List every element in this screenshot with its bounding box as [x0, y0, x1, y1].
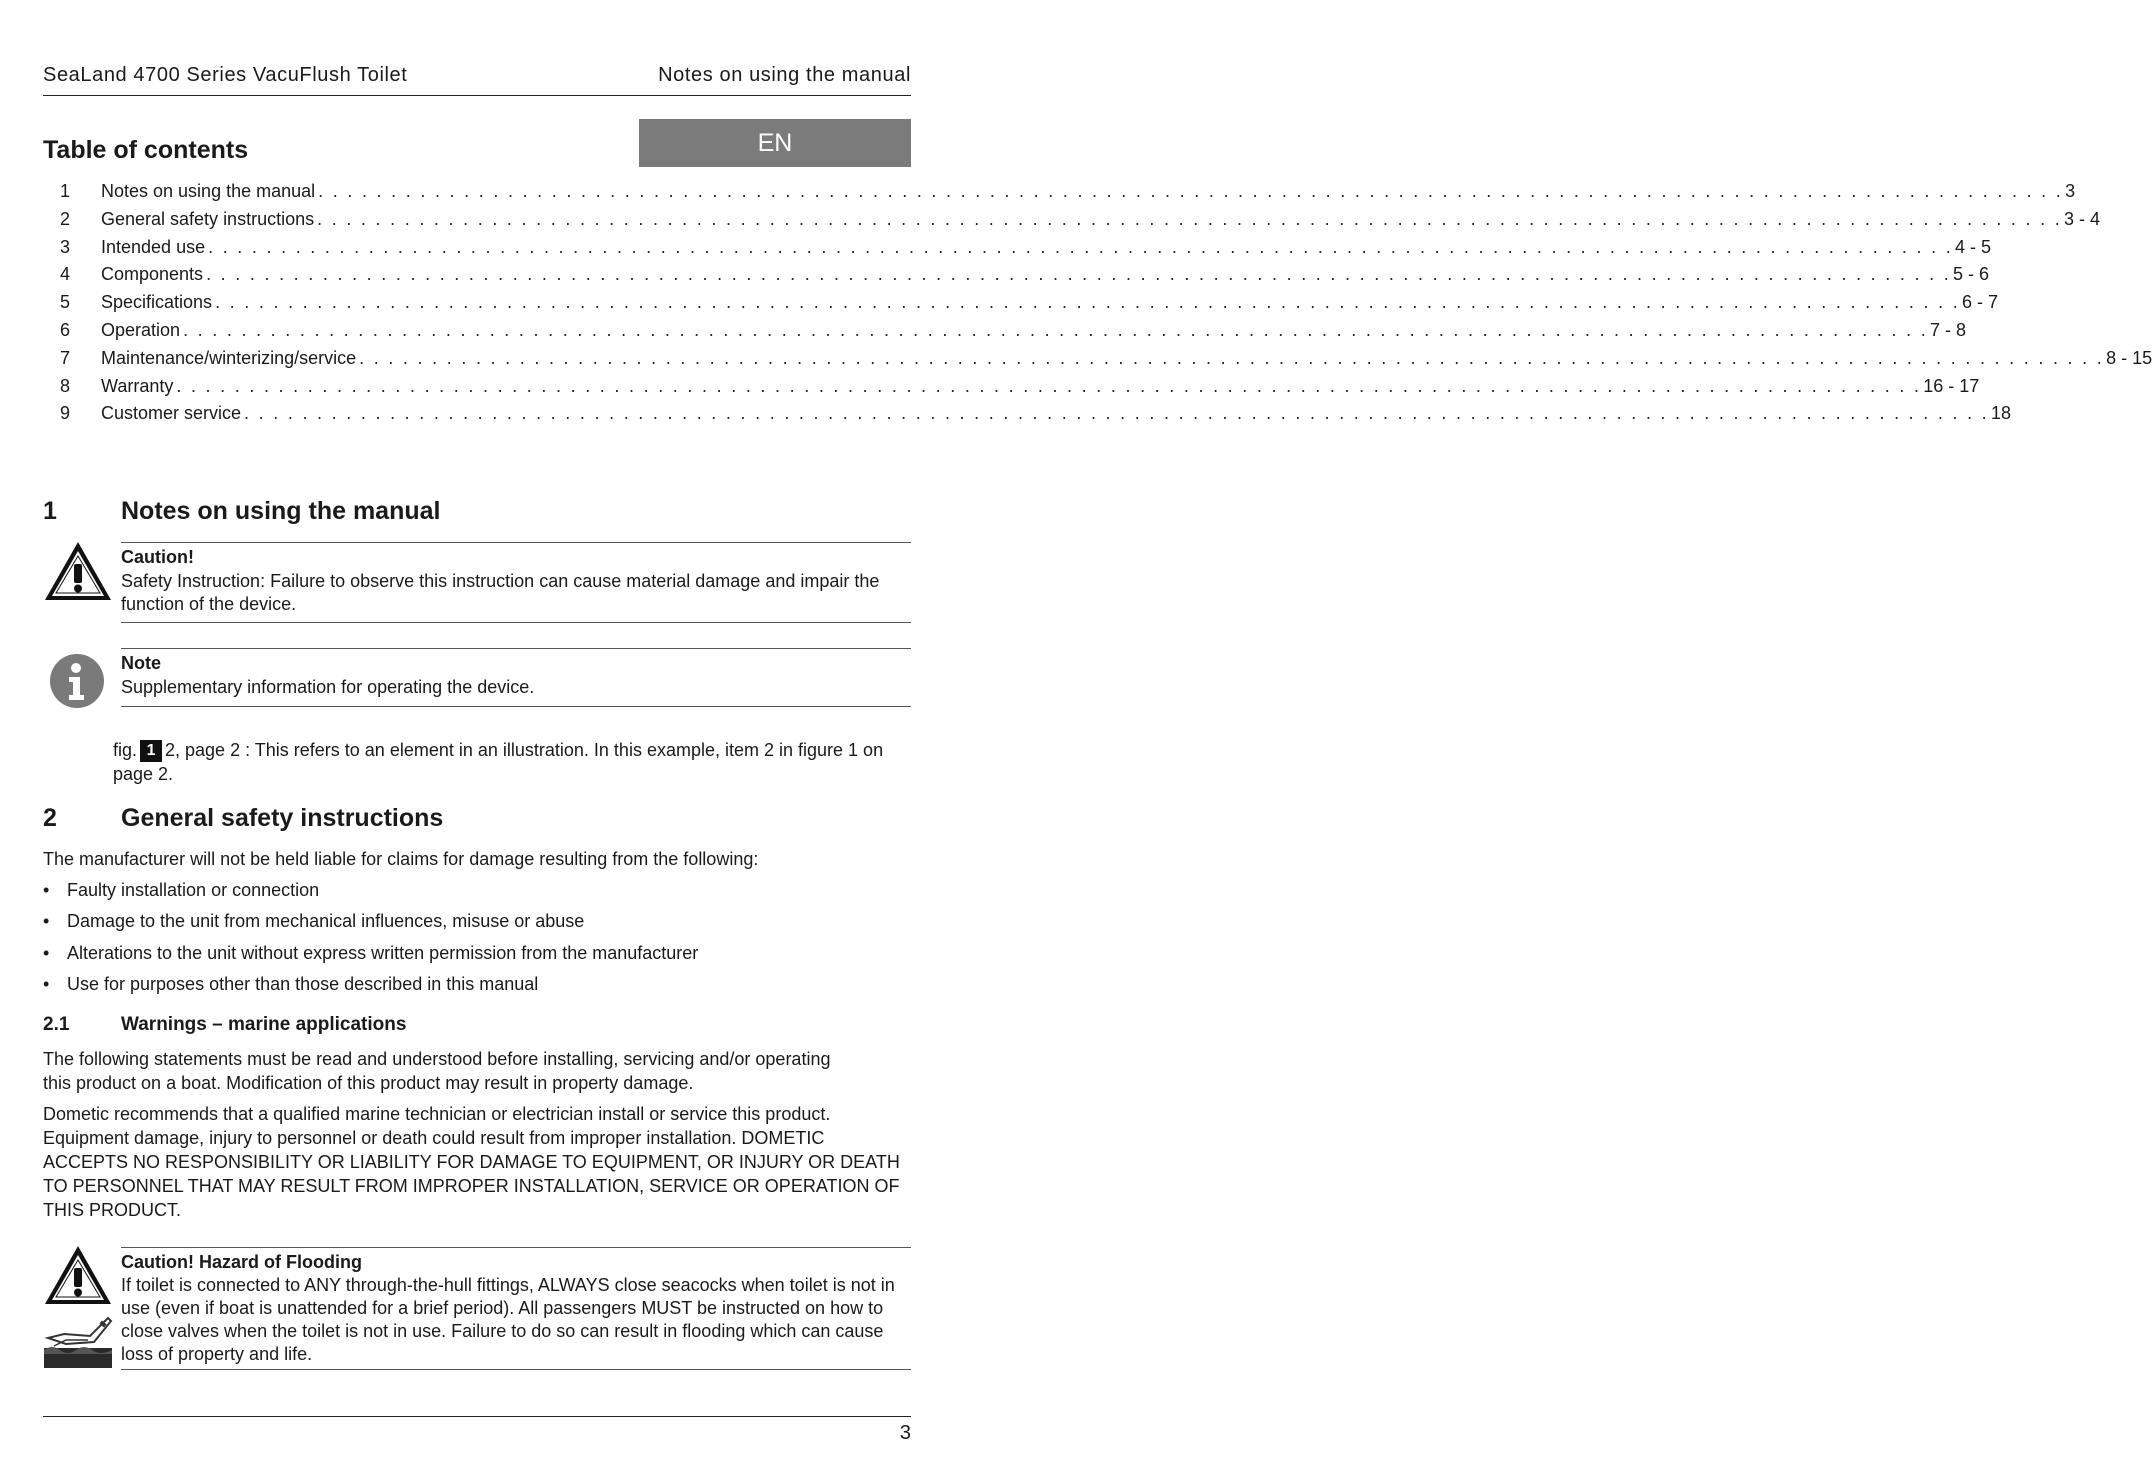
toc-row-label: Intended use — [101, 236, 206, 257]
toc-row-label: Components — [101, 264, 204, 285]
toc-row-label: Maintenance/winterizing/service — [101, 347, 357, 368]
section-2-number: 2 — [43, 804, 57, 832]
warning-triangle-icon — [43, 540, 113, 602]
figure-reference-prefix: fig. — [113, 740, 138, 760]
header-divider — [43, 95, 911, 96]
caution-text: Safety Instruction: Failure to observe this instruction can cause material damage and impair the function of the device. — [121, 571, 880, 614]
toc-row[interactable] — [60, 400, 2012, 428]
bullet-icon: • — [43, 911, 50, 931]
toc-row-page: 6 - 7 — [1962, 292, 1999, 313]
caution-bottom-rule — [121, 622, 911, 623]
figure-reference-example — [113, 738, 913, 786]
list-item-text: Damage to the unit from mechanical influences, misuse or abuse — [67, 911, 585, 931]
toc-row[interactable] — [60, 345, 2152, 373]
flood-caution-bottom-rule — [121, 1369, 911, 1370]
toc-leader-dots: . . . . . . . . . . . . . . . . . . . . . . . . . . . . . . . . . . . . . . . . . . . . . . . . . . . . . . . . . . . . . . . . . . . . . . . . . . . . . . . . . . . . . . . . . . . . . . . . . . . . . . . . . . . . . . . . . . . . . . . . — [359, 347, 2105, 368]
toc-row-number: 5 — [60, 292, 71, 313]
subsection-2-1-title: Warnings – marine applications — [121, 1014, 407, 1035]
toc-title: Table of contents — [43, 136, 249, 164]
info-icon — [49, 653, 105, 709]
toc-row-page: 3 - 4 — [2064, 208, 2101, 229]
toc-row-number: 4 — [60, 264, 71, 285]
marine-warning-paragraph-2: Dometic recommends that a qualified marine technician or electrician install or service this product. Equipment damage, injury to personnel or death could result from improper installation. DOMETIC ACCEPTS NO RESPONSIBILITY OR LIABILITY FOR DAMAGE TO EQUIPMENT, OR INJURY OR DEATH TO PERSONNEL THAT MAY RESULT FROM IMPROPER INSTALLATION, SERVICE OR OPERATION OF THIS PRODUCT. — [43, 1104, 900, 1220]
toc-leader-dots: . . . . . . . . . . . . . . . . . . . . . . . . . . . . . . . . . . . . . . . . . . . . . . . . . . . . . . . . . . . . . . . . . . . . . . . . . . . . . . . . . . . . . . . . . . . . . . . . . . . . . . . . . . . . . . . . . . . . . . . . — [206, 264, 1951, 285]
toc-row-label: General safety instructions — [101, 208, 315, 229]
note-top-rule — [121, 648, 911, 649]
section-1-number: 1 — [43, 497, 57, 525]
running-header-title: SeaLand 4700 Series VacuFlush Toilet — [43, 64, 408, 86]
toc-row-label: Customer service — [101, 403, 242, 424]
toc-row-number: 7 — [60, 347, 71, 368]
bullet-icon: • — [43, 880, 50, 900]
toc-row-label: Notes on using the manual — [101, 181, 316, 201]
list-item-text: Alterations to the unit without express written permission from the manufacturer — [67, 943, 699, 963]
toc-row-page: 7 - 8 — [1930, 319, 1967, 340]
toc-leader-dots: . . . . . . . . . . . . . . . . . . . . . . . . . . . . . . . . . . . . . . . . . . . . . . . . . . . . . . . . . . . . . . . . . . . . . . . . . . . . . . . . . . . . . . . . . . . . . . . . . . . . . . . . . . . . . . . . . . . . . . . . — [244, 403, 1989, 424]
toc-row[interactable] — [60, 289, 1999, 317]
marine-warning-paragraph-1: The following statements must be read and understood before installing, servicing and/or operating this product on a boat. Modification of this product may result in property damage. — [43, 1049, 831, 1093]
toc-leader-dots: . . . . . . . . . . . . . . . . . . . . . . . . . . . . . . . . . . . . . . . . . . . . . . . . . . . . . . . . . . . . . . . . . . . . . . . . . . . . . . . . . . . . . . . . . . . . . . . . . . . . . . . . . . . . . . . . . . . . . . . . — [183, 319, 1928, 340]
toc-row-page: 3 — [2065, 181, 2076, 201]
list-item — [43, 878, 911, 902]
toc-row-number: 2 — [60, 208, 71, 229]
toc-row[interactable] — [60, 261, 1990, 289]
toc-row[interactable] — [60, 206, 2101, 234]
list-item-text: Use for purposes other than those described in this manual — [67, 974, 539, 994]
toc-row-number: 1 — [60, 181, 71, 201]
liability-intro: The manufacturer will not be held liable for claims for damage resulting from the following: — [43, 849, 759, 869]
toc-leader-dots: . . . . . . . . . . . . . . . . . . . . . . . . . . . . . . . . . . . . . . . . . . . . . . . . . . . . . . . . . . . . . . . . . . . . . . . . . . . . . . . . . . . . . . . . . . . . . . . . . . . . . . . . . . . . . . . . . . . . . . . . — [317, 208, 2063, 229]
list-item-text: Faulty installation or connection — [67, 880, 320, 900]
note-bottom-rule — [121, 706, 911, 707]
list-item — [43, 941, 911, 965]
bullet-icon: • — [43, 974, 50, 994]
toc-row-page: 4 - 5 — [1955, 236, 1992, 257]
table-of-contents — [60, 178, 2152, 428]
page-number: 3 — [899, 1422, 911, 1444]
toc-row-page: 16 - 17 — [1923, 375, 1980, 396]
running-header-section: Notes on using the manual — [658, 64, 911, 86]
toc-row-label: Warranty — [101, 375, 174, 396]
toc-row-page: 18 — [1990, 403, 2012, 424]
flood-caution-text: If toilet is connected to ANY through-the-hull fittings, ALWAYS close seacocks when toilet is not in use (even if boat is unattended for a brief period). All passengers MUST be instructed on how to close valves when the toilet is not in use. Failure to do so can result in flooding which can cause loss of property and life. — [121, 1275, 895, 1364]
flood-caution-heading: Caution! Hazard of Flooding — [121, 1252, 362, 1272]
toc-row-number: 6 — [60, 319, 71, 340]
toc-row[interactable] — [60, 178, 2076, 206]
toc-row[interactable] — [60, 373, 1980, 401]
toc-row-number: 3 — [60, 236, 71, 257]
toc-row[interactable] — [60, 317, 1967, 345]
toc-row-label: Specifications — [101, 292, 213, 313]
toc-leader-dots: . . . . . . . . . . . . . . . . . . . . . . . . . . . . . . . . . . . . . . . . . . . . . . . . . . . . . . . . . . . . . . . . . . . . . . . . . . . . . . . . . . . . . . . . . . . . . . . . . . . . . . . . . . . . . . . . . . . . . . . . — [215, 292, 1960, 313]
toc-row-page: 8 - 15 — [2106, 347, 2152, 368]
section-2-title: General safety instructions — [121, 804, 444, 832]
caution-heading: Caution! — [121, 547, 194, 567]
toc-row-number: 9 — [60, 403, 71, 424]
flood-caution-top-rule — [121, 1247, 911, 1248]
warning-triangle-icon — [43, 1244, 113, 1306]
toc-row-number: 8 — [60, 375, 71, 396]
subsection-2-1-number: 2.1 — [43, 1014, 70, 1035]
footer-divider — [43, 1416, 911, 1417]
toc-leader-dots: . . . . . . . . . . . . . . . . . . . . . . . . . . . . . . . . . . . . . . . . . . . . . . . . . . . . . . . . . . . . . . . . . . . . . . . . . . . . . . . . . . . . . . . . . . . . . . . . . . . . . . . . . . . . . . . . . . . . . . . . — [208, 236, 1954, 257]
note-text: Supplementary information for operating the device. — [121, 677, 535, 697]
toc-row-label: Operation — [101, 319, 181, 340]
language-badge: EN — [639, 119, 911, 167]
caution-top-rule — [121, 542, 911, 543]
figure-reference-text: 2, page 2 : This refers to an element in an illustration. In this example, item 2 in figure 1 on page 2. — [113, 740, 884, 784]
toc-leader-dots: . . . . . . . . . . . . . . . . . . . . . . . . . . . . . . . . . . . . . . . . . . . . . . . . . . . . . . . . . . . . . . . . . . . . . . . . . . . . . . . . . . . . . . . . . . . . . . . . . . . . . . . . . . . . . . . . . . . . . . . . — [176, 375, 1922, 396]
toc-row[interactable] — [60, 234, 1992, 262]
toc-row-page: 5 - 6 — [1953, 264, 1990, 285]
figure-number-badge: 1 — [140, 740, 162, 762]
note-heading: Note — [121, 653, 161, 673]
toc-leader-dots: . . . . . . . . . . . . . . . . . . . . . . . . . . . . . . . . . . . . . . . . . . . . . . . . . . . . . . . . . . . . . . . . . . . . . . . . . . . . . . . . . . . . . . . . . . . . . . . . . . . . . . . . . . . . . . . . . . . . . . . . — [318, 181, 2064, 201]
flooding-hazard-icon — [44, 1316, 112, 1368]
list-item — [43, 909, 911, 933]
list-item — [43, 972, 911, 996]
section-1-title: Notes on using the manual — [121, 497, 441, 525]
bullet-icon: • — [43, 943, 50, 963]
